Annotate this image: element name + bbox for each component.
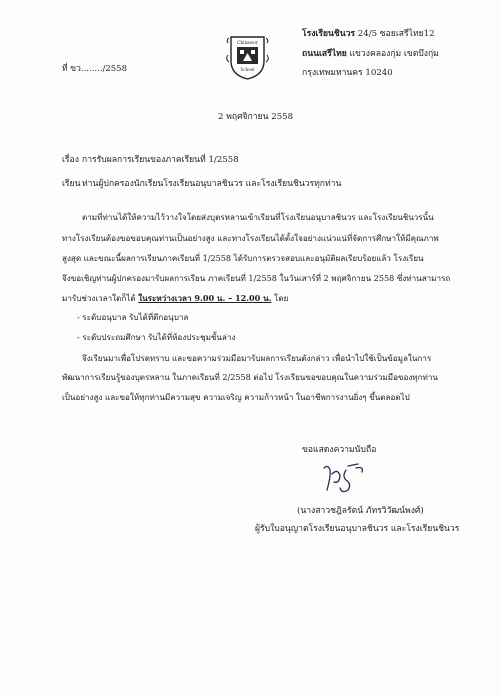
handwritten-signature	[318, 460, 388, 500]
school-address-street: 24/5 ซอยเสรีไทย12	[357, 29, 435, 39]
school-address-line-1	[302, 26, 435, 40]
letter-date: 2 พฤศจิกายน 2558	[218, 112, 294, 122]
body-paragraph-2-line-1: จึงเรียนมาเพื่อโปรดทราบ และขอความร่วมมือมารับผลการเรียนดังกล่าว เพื่อนำไปใช้เป็นข้อมูลในการ	[82, 353, 432, 363]
reference-number: ที่ ขว......../2558	[62, 64, 127, 74]
logo-text-bottom: School	[240, 67, 255, 72]
body-paragraph-1-line-5	[62, 292, 288, 304]
body-paragraph-2-line-2: พัฒนาการเรียนรู้ของบุตรหลาน ในภาคเรียนที่ 2/2558 ต่อไป โรงเรียนขอขอบคุณในความร่วมมือของทุกท่าน	[62, 372, 438, 382]
signatory-position: ผู้รับใบอนุญาตโรงเรียนอนุบาลชินวร และโรงเรียนชินวร	[255, 524, 460, 534]
body-paragraph-1-line-3: สูงสุด และขณะนี้ผลการเรียนภาคเรียนที่ 1/2558 ได้รับการตรวจสอบและอนุมัติผลเรียบร้อยแล้ว โรงเรียน	[62, 253, 424, 263]
closing-salutation: ขอแสดงความนับถือ	[302, 445, 377, 455]
school-address-road: ถนนเสรีไทย	[302, 49, 347, 59]
body-paragraph-1-line-1: ตามที่ท่านได้ให้ความไว้วางใจโดยส่งบุตรหลานเข้าเรียนที่โรงเรียนอนุบาลชินวร และโรงเรียนชินวรนั้น	[82, 212, 434, 222]
school-name: โรงเรียนชินวร	[302, 29, 356, 39]
pickup-trailing-text: โดย	[274, 293, 289, 303]
pickup-time-range: ในระหว่างเวลา 9.00 น. – 12.00 น.	[138, 293, 272, 303]
school-address-line-3: กรุงเทพมหานคร 10240	[302, 68, 393, 78]
pickup-intro-text: มารับช่วงเวลาใดก็ได้	[62, 293, 136, 303]
subject-text: การรับผลการเรียนของภาคเรียนที่ 1/2558	[82, 155, 239, 165]
signatory-name: (นางสาวชฎิลรัตน์ ภัทรวิวัฒน์พงศ์)	[297, 506, 424, 516]
school-address-line-2	[302, 46, 439, 60]
body-paragraph-1-line-2: ทางโรงเรียนต้องขอขอบคุณท่านเป็นอย่างสูง และทางโรงเรียนได้ตั้งใจอย่างแน่วแน่ที่จัดการศึกษาให้มีคุณภาพ	[62, 233, 439, 243]
body-paragraph-2-line-3: เป็นอย่างสูง และขอให้ทุกท่านมีความสุข ความเจริญ ความก้าวหน้า ในอาชีพการงานยิ่งๆ ขึ้นตลอดไป	[62, 392, 410, 402]
school-address-area: แขวงคลองกุ่ม เขตบึงกุ่ม	[349, 49, 439, 59]
school-crest-logo	[225, 35, 270, 80]
recipient-label: เรียน	[62, 179, 81, 189]
bullet-kindergarten: - ระดับอนุบาล รับได้ที่ตึกอนุบาล	[77, 312, 189, 322]
body-paragraph-1-line-4: จึงขอเชิญท่านผู้ปกครองมารับผลการเรียน ภาคเรียนที่ 1/2558 ในวันเสาร์ที่ 2 พฤศจิกายน 2558 ซึ่งท่านสามารถ	[62, 273, 451, 283]
bullet-primary: - ระดับประถมศึกษา รับได้ที่ห้องประชุมชั้นล่าง	[77, 332, 236, 342]
recipient-text: ท่านผู้ปกครองนักเรียนโรงเรียนอนุบาลชินวร และโรงเรียนชินวรทุกท่าน	[82, 179, 342, 189]
logo-text-top: Chinawor	[237, 40, 258, 45]
subject-label: เรื่อง	[62, 155, 79, 165]
